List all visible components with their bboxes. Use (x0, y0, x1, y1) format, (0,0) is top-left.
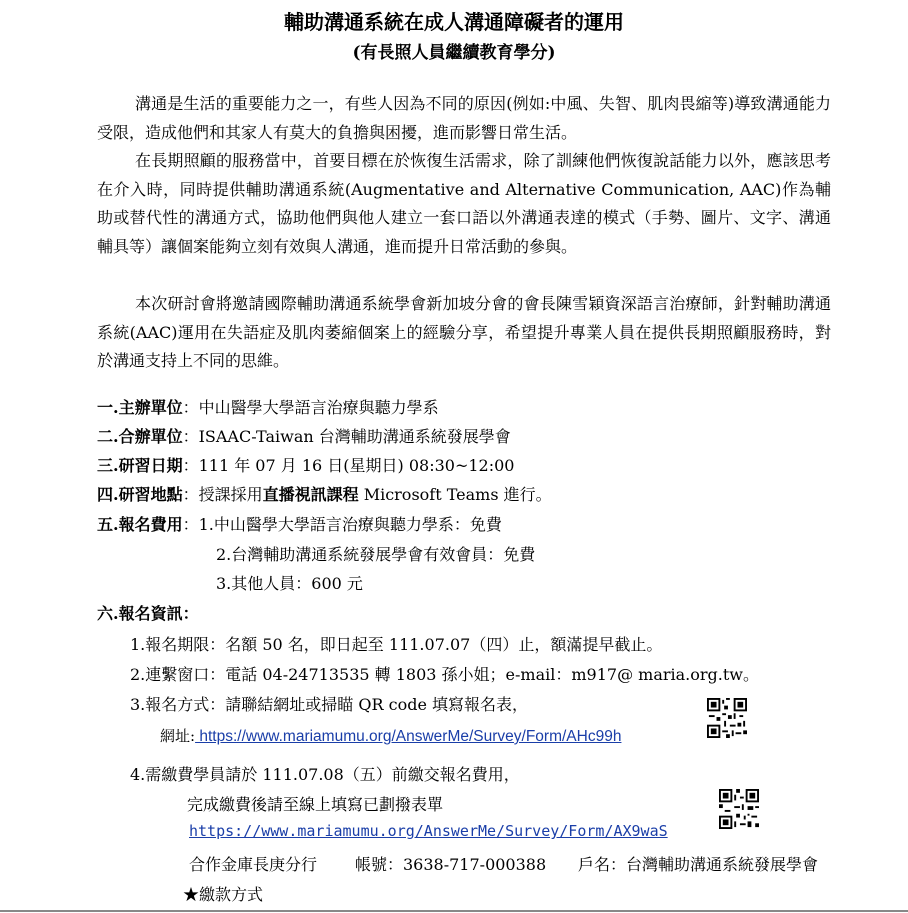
date-row (97, 453, 514, 476)
organizer-label: 一.主辦單位 (97, 398, 183, 417)
coorganizer-row (97, 424, 511, 447)
venue-value-post: Microsoft Teams 進行。 (358, 485, 552, 504)
page-title: 輔助溝通系統在成人溝通障礙者的運用 (284, 10, 624, 34)
coorganizer-label: 二.合辦單位 (97, 427, 183, 446)
registration-deadline: 1.報名期限：名額 50 名，即日起至 111.07.07（四）止，額滿提早截止。 (130, 635, 663, 654)
fee-item-2: 2.台灣輔助溝通系統發展學會有效會員：免費 (216, 545, 536, 564)
bank-branch: 合作金庫長庚分行 (189, 855, 318, 874)
registration-url-row (160, 725, 621, 746)
date-label: 三.研習日期 (97, 456, 183, 475)
registration-form-link[interactable]: https://www.mariamumu.org/AnswerMe/Survey/Form/AHc99h (195, 728, 622, 745)
organizer-value: ：中山醫學大學語言治療與聽力學系 (182, 398, 439, 417)
registration-method: 3.報名方式：請聯結網址或掃瞄 QR code 填寫報名表， (130, 695, 528, 714)
payment-instruction: 完成繳費後請至線上填寫已劃撥表單 (187, 795, 444, 814)
coorganizer-value: ：ISAAC-Taiwan 台灣輔助溝通系統發展學會 (182, 427, 511, 446)
fee-row (97, 512, 502, 535)
registration-contact: 2.連繫窗口：電話 04-24713535 轉 1803 孫小姐；e-mail：m917@ maria.org.tw。 (130, 665, 759, 684)
qr-code-payment[interactable] (719, 789, 759, 829)
venue-value-pre: ：授課採用 (182, 485, 263, 504)
payment-url-row (189, 821, 668, 840)
fee-item-1: ：1.中山醫學大學語言治療與聽力學系：免費 (182, 515, 502, 534)
qr-code-registration[interactable] (707, 698, 747, 738)
intro-paragraph-3: 本次研討會將邀請國際輔助溝通系統學會新加坡分會的會長陳雪穎資深語言治療師，針對輔助溝通系統(AAC)運用在失語症及肌肉萎縮個案上的經驗分享，希望提升專業人員在提供長期照顧服務時，對於溝通支持上不同的思維。 (97, 294, 831, 371)
bank-account: 帳號：3638-717-000388 (355, 855, 547, 874)
venue-value-bold: 直播視訊課程 (262, 485, 359, 504)
payment-deadline: 4.需繳費學員請於 111.07.08（五）前繳交報名費用， (130, 765, 520, 784)
payment-method-heading: ★繳款方式 (183, 885, 264, 904)
organizer-row (97, 395, 439, 418)
account-name: 戶名：台灣輔助溝通系統發展學會 (578, 855, 819, 874)
payment-form-link[interactable]: https://www.mariamumu.org/AnswerMe/Survey/Form/AX9waS (189, 822, 668, 840)
intro-paragraph-1: 溝通是生活的重要能力之一，有些人因為不同的原因(例如:中風、失智、肌肉畏縮等)導致溝通能力受限，造成他們和其家人有莫大的負擔與困擾，進而影響日常生活。 (97, 94, 831, 142)
intro-paragraph-2: 在長期照顧的服務當中，首要目標在於恢復生活需求，除了訓練他們恢復說話能力以外，應該思考在介入時，同時提供輔助溝通系統(Augmentative and Alternative Communication, AAC)作為輔助或替代性的溝通方式，協助他們與他人建立一套口語以外溝通表達的模式（手勢、圖片、文字、溝通輔具等）讓個案能夠立刻有效與人溝通，進而提升日常活動的參與。 (97, 151, 831, 256)
fee-item-3: 3.其他人員：600 元 (216, 574, 363, 593)
url-label: 網址: (160, 727, 196, 745)
date-value: ：111 年 07 月 16 日(星期日) 08:30~12:00 (182, 456, 515, 475)
page-bottom-border (0, 910, 908, 912)
page-subtitle: (有長照人員繼續教育學分) (352, 43, 556, 63)
venue-row (97, 482, 552, 505)
fee-label: 五.報名費用 (97, 515, 183, 534)
registration-label: 六.報名資訊： (97, 604, 199, 623)
venue-label: 四.研習地點 (97, 485, 183, 504)
